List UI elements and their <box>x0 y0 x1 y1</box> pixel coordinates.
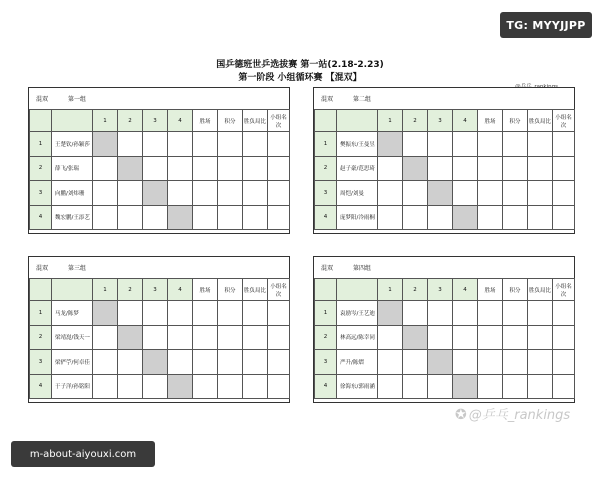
column-header: 2 <box>118 110 143 132</box>
self-match-cell <box>378 301 403 326</box>
weibo-logo-icon: ✪ <box>455 407 467 423</box>
score-cell <box>478 132 503 157</box>
score-cell <box>453 301 478 326</box>
score-cell <box>453 325 478 350</box>
seed-cell: 3 <box>30 181 52 206</box>
column-header: 3 <box>143 110 168 132</box>
score-cell <box>503 325 528 350</box>
column-header: 1 <box>93 279 118 301</box>
score-cell <box>528 374 553 399</box>
column-header: 胜负局比 <box>243 110 268 132</box>
score-cell <box>528 156 553 181</box>
score-cell <box>403 132 428 157</box>
score-cell <box>478 205 503 230</box>
score-cell <box>428 374 453 399</box>
seed-cell: 3 <box>315 350 337 375</box>
score-cell <box>478 181 503 206</box>
score-cell <box>168 132 193 157</box>
column-header: 胜负局比 <box>528 110 553 132</box>
self-match-cell <box>428 350 453 375</box>
seed-cell: 4 <box>30 205 52 230</box>
score-cell <box>268 181 290 206</box>
score-cell <box>528 325 553 350</box>
seed-cell: 1 <box>315 301 337 326</box>
score-cell <box>193 181 218 206</box>
header-blank-cell <box>337 279 378 301</box>
table-header-row <box>30 279 290 301</box>
score-cell <box>478 325 503 350</box>
score-cell <box>453 181 478 206</box>
table-row <box>30 301 290 326</box>
score-cell <box>503 301 528 326</box>
score-cell <box>193 374 218 399</box>
self-match-cell <box>143 181 168 206</box>
column-header: 小组名次 <box>553 110 575 132</box>
column-header: 1 <box>378 279 403 301</box>
score-cell <box>93 325 118 350</box>
table-row <box>30 205 290 230</box>
score-cell <box>193 301 218 326</box>
score-cell <box>553 181 575 206</box>
seed-cell: 2 <box>315 156 337 181</box>
self-match-cell <box>168 374 193 399</box>
score-cell <box>218 181 243 206</box>
column-header: 积分 <box>218 279 243 301</box>
score-cell <box>243 350 268 375</box>
column-header: 积分 <box>503 279 528 301</box>
table-header-row <box>30 110 290 132</box>
score-cell <box>118 350 143 375</box>
score-cell <box>503 350 528 375</box>
score-cell <box>143 156 168 181</box>
score-cell <box>193 156 218 181</box>
table-row <box>315 205 575 230</box>
column-header: 4 <box>168 279 193 301</box>
score-cell <box>403 374 428 399</box>
score-cell <box>378 181 403 206</box>
score-cell <box>143 301 168 326</box>
score-cell <box>93 156 118 181</box>
pair-name-cell: 向鹏/刘炜珊 <box>52 181 93 206</box>
pair-name-cell: 马龙/陈梦 <box>52 301 93 326</box>
table-row <box>315 132 575 157</box>
score-cell <box>503 156 528 181</box>
score-cell <box>528 301 553 326</box>
score-cell <box>218 132 243 157</box>
seed-cell: 4 <box>30 374 52 399</box>
table-header-row <box>315 110 575 132</box>
column-header: 胜场 <box>478 279 503 301</box>
group-name: 第二组 <box>353 96 372 103</box>
column-header: 1 <box>93 110 118 132</box>
pair-name-cell: 赵子豪/范思琦 <box>337 156 378 181</box>
score-cell <box>403 181 428 206</box>
column-header: 4 <box>453 279 478 301</box>
seed-cell: 4 <box>315 205 337 230</box>
pair-name-cell: 梁靖崑/钱天一 <box>52 325 93 350</box>
column-header: 小组名次 <box>268 279 290 301</box>
score-cell <box>403 350 428 375</box>
score-cell <box>528 205 553 230</box>
score-cell <box>478 350 503 375</box>
self-match-cell <box>143 350 168 375</box>
column-header: 胜场 <box>478 110 503 132</box>
table-row <box>315 301 575 326</box>
score-cell <box>403 205 428 230</box>
pair-name-cell: 魏宏鹏/王添艺 <box>52 205 93 230</box>
score-cell <box>553 325 575 350</box>
score-cell <box>553 374 575 399</box>
score-cell <box>478 301 503 326</box>
pair-name-cell: 于子洋/孙铭阳 <box>52 374 93 399</box>
column-header: 2 <box>403 110 428 132</box>
score-cell <box>93 205 118 230</box>
score-cell <box>453 156 478 181</box>
column-header: 胜场 <box>193 110 218 132</box>
self-match-cell <box>453 205 478 230</box>
self-match-cell <box>168 205 193 230</box>
score-cell <box>93 181 118 206</box>
seed-cell: 2 <box>30 156 52 181</box>
score-cell <box>243 181 268 206</box>
score-cell <box>453 350 478 375</box>
seed-cell: 3 <box>315 181 337 206</box>
column-header: 胜负局比 <box>528 279 553 301</box>
score-cell <box>218 374 243 399</box>
site-badge: m-about-aiyouxi.com <box>11 441 155 467</box>
score-cell <box>143 205 168 230</box>
score-cell <box>168 350 193 375</box>
pair-name-cell: 林高远/陈幸同 <box>337 325 378 350</box>
score-cell <box>378 156 403 181</box>
score-cell <box>93 374 118 399</box>
score-cell <box>478 374 503 399</box>
header-blank-cell <box>52 279 93 301</box>
score-cell <box>428 205 453 230</box>
round-robin-table <box>29 278 290 399</box>
self-match-cell <box>93 301 118 326</box>
column-header: 小组名次 <box>268 110 290 132</box>
score-cell <box>553 350 575 375</box>
group-name: 第三组 <box>68 265 87 272</box>
score-cell <box>478 156 503 181</box>
score-cell <box>193 325 218 350</box>
self-match-cell <box>93 132 118 157</box>
score-cell <box>268 301 290 326</box>
seed-cell: 2 <box>30 325 52 350</box>
score-cell <box>268 325 290 350</box>
column-header: 胜负局比 <box>243 279 268 301</box>
pair-name-cell: 严升/陈熠 <box>337 350 378 375</box>
score-cell <box>218 350 243 375</box>
self-match-cell <box>378 132 403 157</box>
score-cell <box>218 301 243 326</box>
score-cell <box>118 301 143 326</box>
self-match-cell <box>118 325 143 350</box>
score-cell <box>243 301 268 326</box>
header-blank-cell <box>337 110 378 132</box>
table-row <box>30 350 290 375</box>
score-cell <box>553 301 575 326</box>
self-match-cell <box>453 374 478 399</box>
score-cell <box>268 374 290 399</box>
score-cell <box>428 132 453 157</box>
table-row <box>30 325 290 350</box>
score-cell <box>378 350 403 375</box>
table-row <box>30 374 290 399</box>
header-blank-cell <box>315 279 337 301</box>
column-header: 2 <box>403 279 428 301</box>
pair-name-cell: 梁俨苧/何卓佳 <box>52 350 93 375</box>
column-header: 4 <box>168 110 193 132</box>
event-label: 混双 <box>36 96 49 103</box>
score-cell <box>168 301 193 326</box>
pair-name-cell: 王楚钦/孙颖莎 <box>52 132 93 157</box>
group-name: 第四组 <box>353 265 372 272</box>
score-cell <box>193 132 218 157</box>
table-row <box>315 181 575 206</box>
header-blank-cell <box>315 110 337 132</box>
table-row <box>315 156 575 181</box>
header-blank-cell <box>30 110 52 132</box>
score-cell <box>193 350 218 375</box>
score-cell <box>268 132 290 157</box>
score-cell <box>168 325 193 350</box>
score-cell <box>168 181 193 206</box>
event-label: 混双 <box>321 96 334 103</box>
score-cell <box>503 132 528 157</box>
watermark-text: @乒乓_rankings <box>468 408 571 423</box>
score-cell <box>428 156 453 181</box>
score-cell <box>118 205 143 230</box>
score-cell <box>503 374 528 399</box>
group-header <box>314 257 574 278</box>
score-cell <box>118 374 143 399</box>
score-cell <box>528 132 553 157</box>
table-row <box>315 325 575 350</box>
group-header <box>29 257 289 278</box>
watermark <box>455 404 570 423</box>
pair-name-cell: 庞梦阳/冷雨桐 <box>337 205 378 230</box>
group-header <box>314 88 574 109</box>
score-cell <box>268 156 290 181</box>
self-match-cell <box>118 156 143 181</box>
table-row <box>30 156 290 181</box>
self-match-cell <box>403 325 428 350</box>
seed-cell: 3 <box>30 350 52 375</box>
page-subtitle: 第一阶段 小组循环赛 【混双】 <box>238 73 362 83</box>
table-row <box>315 374 575 399</box>
score-cell <box>268 205 290 230</box>
score-cell <box>503 181 528 206</box>
round-robin-table <box>29 109 290 230</box>
score-cell <box>218 156 243 181</box>
column-header: 2 <box>118 279 143 301</box>
score-cell <box>118 181 143 206</box>
score-cell <box>428 301 453 326</box>
seed-cell: 4 <box>315 374 337 399</box>
score-cell <box>453 132 478 157</box>
header-blank-cell <box>30 279 52 301</box>
seed-cell: 2 <box>315 325 337 350</box>
pair-name-cell: 薛飞/张瑞 <box>52 156 93 181</box>
score-cell <box>193 205 218 230</box>
score-cell <box>268 350 290 375</box>
pair-name-cell: 徐海东/郭雨涵 <box>337 374 378 399</box>
group-name: 第一组 <box>68 96 87 103</box>
score-cell <box>503 205 528 230</box>
pair-name-cell: 周恺/刘曼 <box>337 181 378 206</box>
score-cell <box>143 132 168 157</box>
score-cell <box>143 374 168 399</box>
score-cell <box>243 205 268 230</box>
score-cell <box>218 205 243 230</box>
pair-name-cell: 樊振东/王曼昱 <box>337 132 378 157</box>
table-row <box>315 350 575 375</box>
seed-cell: 1 <box>315 132 337 157</box>
group-table-2 <box>313 87 575 234</box>
column-header: 积分 <box>218 110 243 132</box>
header-blank-cell <box>52 110 93 132</box>
table-row <box>30 181 290 206</box>
round-robin-table <box>314 109 575 230</box>
telegram-badge: TG: MYYJJPP <box>500 12 592 38</box>
score-cell <box>378 374 403 399</box>
page-title: 国乒德班世乒选拔赛 第一站(2.18-2.23) <box>216 60 384 70</box>
score-cell <box>378 325 403 350</box>
column-header: 1 <box>378 110 403 132</box>
group-table-3 <box>28 256 290 403</box>
score-cell <box>143 325 168 350</box>
score-cell <box>118 132 143 157</box>
score-cell <box>378 205 403 230</box>
self-match-cell <box>403 156 428 181</box>
column-header: 3 <box>428 110 453 132</box>
column-header: 3 <box>143 279 168 301</box>
score-cell <box>528 350 553 375</box>
score-cell <box>243 132 268 157</box>
group-header <box>29 88 289 109</box>
event-label: 混双 <box>36 265 49 272</box>
score-cell <box>553 156 575 181</box>
pair-name-cell: 袁励岑/王艺迪 <box>337 301 378 326</box>
column-header: 积分 <box>503 110 528 132</box>
column-header: 小组名次 <box>553 279 575 301</box>
table-header-row <box>315 279 575 301</box>
score-cell <box>243 325 268 350</box>
self-match-cell <box>428 181 453 206</box>
score-cell <box>243 374 268 399</box>
group-table-1 <box>28 87 290 234</box>
score-cell <box>218 325 243 350</box>
score-cell <box>428 325 453 350</box>
score-cell <box>93 350 118 375</box>
column-header: 4 <box>453 110 478 132</box>
score-cell <box>528 181 553 206</box>
round-robin-table <box>314 278 575 399</box>
score-cell <box>403 301 428 326</box>
score-cell <box>243 156 268 181</box>
event-label: 混双 <box>321 265 334 272</box>
seed-cell: 1 <box>30 301 52 326</box>
seed-cell: 1 <box>30 132 52 157</box>
column-header: 3 <box>428 279 453 301</box>
score-cell <box>553 205 575 230</box>
column-header: 胜场 <box>193 279 218 301</box>
table-row <box>30 132 290 157</box>
score-cell <box>553 132 575 157</box>
group-table-4 <box>313 256 575 403</box>
score-cell <box>168 156 193 181</box>
